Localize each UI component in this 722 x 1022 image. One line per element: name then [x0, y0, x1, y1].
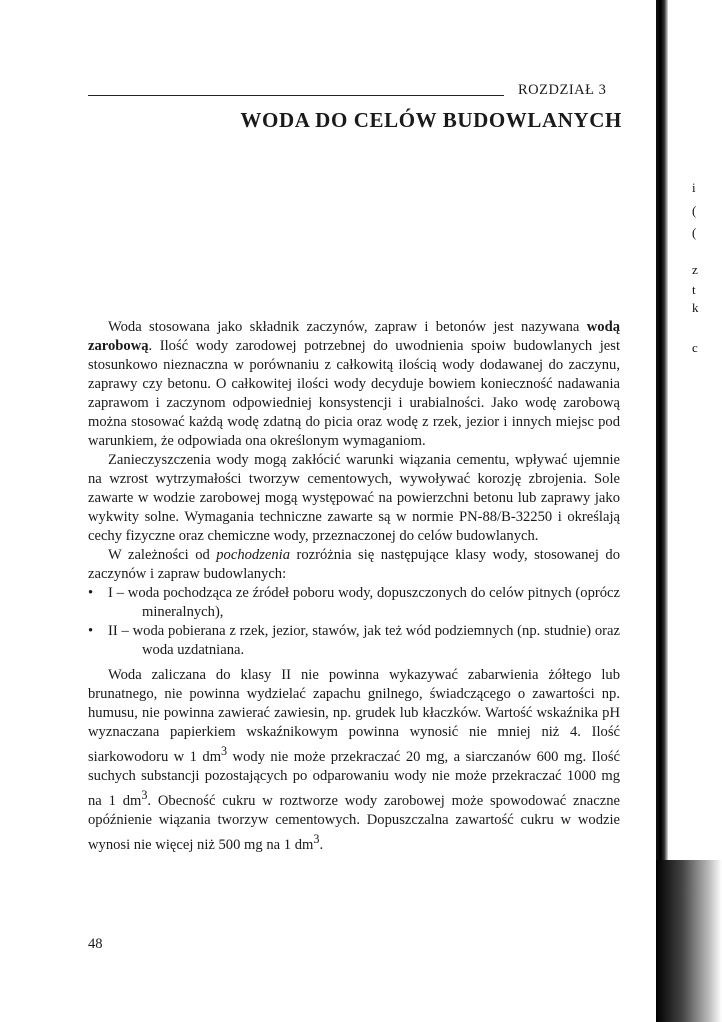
chapter-label: ROZDZIAŁ 3	[518, 82, 607, 98]
bullet-icon: •	[88, 585, 94, 601]
edge-fragment: (	[692, 203, 697, 218]
edge-fragment: (	[692, 225, 697, 240]
term-pochodzenia: pochodzenia	[216, 547, 291, 563]
header-rule	[88, 95, 504, 96]
paragraph-1: Woda stosowana jako składnik zaczynów, zapraw i betonów jest nazywana wodą zarobową. Ilość wody zarodowej potrzebnej do uwodnienia spoiw budowlanych jest stosunkowo nieznaczna w porównaniu z całkowitą ilością wody dodawanej do zaczynu, zaprawy czy betonu. O całkowitej ilości wody decyduje bowiem konieczność nadawania zaprawom i zaczynom odpowiedniej konsystencji i urabialności. Jako wodę zarobową można stosować każdą wodę zdatną do picia oraz wodę z rzek, jezior i innych miejsc pod warunkiem, że odpowiada ona określonym wymaganiom.	[88, 319, 620, 449]
paragraph-4: Woda zaliczana do klasy II nie powinna wykazywać zabarwienia żółtego lub brunatnego, nie powinna wydzielać zapachu gnilnego, świadczącego o zawartości np. humusu, nie powinna zawierać zawiesin, np. grudek lub kłaczków. Wartość wskaźnika pH wyznaczana papierkiem wskaźnikowym powinna wynosić nie mniej niż 4. Ilość siarkowodoru w 1 $dm^3$ wody nie może przekraczać 20 mg, a siarczanów 600 mg. Ilość suchych substancji pozostających po odparowaniu wody nie może przekraczać 1000 mg na 1 $dm^3$. Obecność cukru w roztworze wody zarobowej może spowodować znaczne opóźnienie wiązania tworzyw cementowych. Dopuszczalna zawartość cukru w wodzie wynosi nie więcej niż 500 mg na 1 $dm^3$.	[88, 667, 620, 853]
chapter-title: WODA DO CELÓW BUDOWLANYCH	[240, 108, 622, 132]
edge-fragment: t	[692, 282, 696, 297]
edge-fragment: k	[692, 300, 699, 315]
edge-fragment: i	[692, 180, 696, 195]
term-woda-zarobowa: wodą zarobową	[88, 319, 620, 354]
water-class-list	[88, 584, 620, 660]
paragraph-2: Zanieczyszczenia wody mogą zakłócić warunki wiązania cementu, wpływać ujemnie na wzrost wytrzymałości tworzyw cementowych, wywoływać korozję zbrojenia. Sole zawarte w wodzie zarobowej mogą występować na powierzchni betonu lub zaprawy jako wykwity solne. Wymagania techniczne zawarte są w normie PN-88/B-32250 i określają cechy fizyczne oraz chemiczne wody, przeznaczonej do celów budowlanych.	[88, 452, 620, 544]
list-item: • I – woda pochodząca ze źródeł poboru wody, dopuszczonych do celów pitnych (oprócz mineralnych),	[88, 585, 620, 620]
paragraph-3: W zależności od pochodzenia rozróżnia się następujące klasy wody, stosowanej do zaczynów i zapraw budowlanych:	[88, 547, 620, 582]
page-number: 48	[88, 936, 103, 952]
edge-fragment: c	[692, 340, 698, 355]
next-page-edge	[656, 0, 722, 1022]
list-item: • II – woda pobierana z rzek, jezior, stawów, jak też wód podziemnych (np. studnie) oraz woda uzdatniana.	[88, 623, 620, 658]
edge-fragment: z	[692, 262, 698, 277]
bullet-icon: •	[88, 623, 94, 639]
binding-shadow-bottom	[656, 860, 722, 1022]
body-text	[88, 318, 620, 855]
